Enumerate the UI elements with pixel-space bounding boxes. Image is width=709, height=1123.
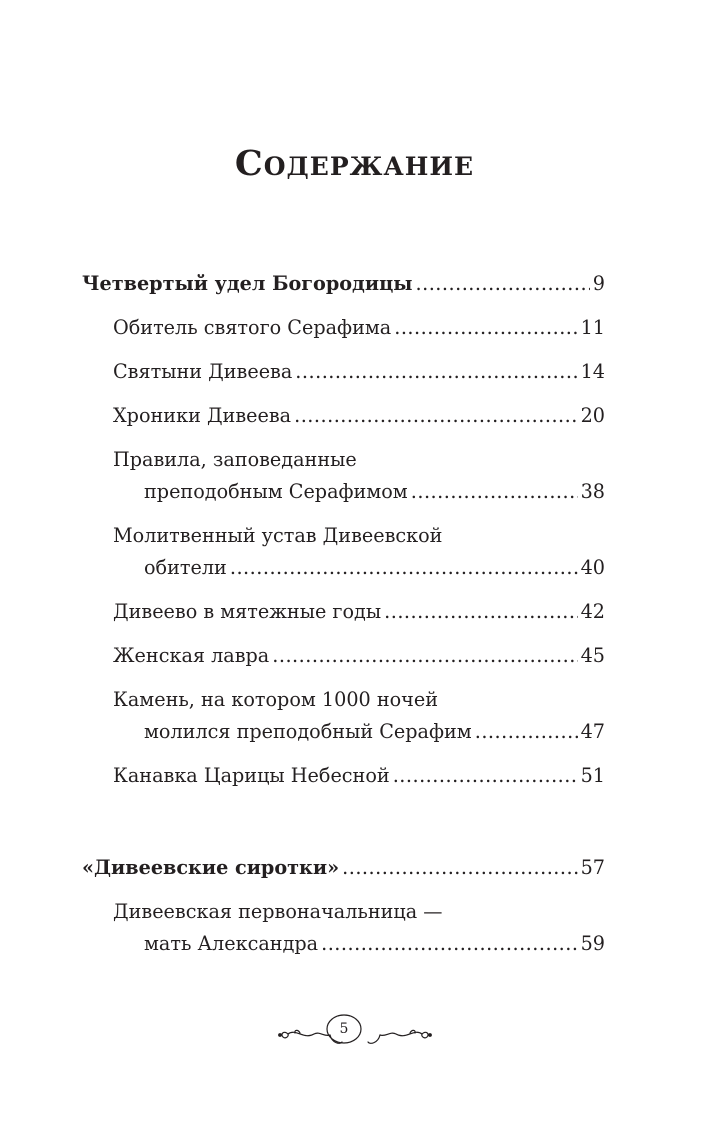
toc-entry — [82, 596, 605, 628]
toc-entry — [82, 760, 605, 792]
toc-entry-continuation — [82, 476, 605, 508]
toc-entry-page: 42 — [580, 600, 605, 623]
dot-leader — [411, 476, 578, 508]
toc-part-entry — [82, 268, 605, 300]
dot-leader — [272, 640, 577, 672]
toc-entry-page: 47 — [580, 720, 605, 743]
toc-entry-title: «Дивеевские сиротки» — [82, 856, 340, 879]
toc-entry-multiline — [82, 444, 605, 508]
toc-entry-title: Хроники Дивеева — [113, 404, 292, 427]
dot-leader — [394, 312, 577, 344]
toc-entry-title: Святыни Дивеева — [113, 360, 293, 383]
dot-leader — [342, 852, 577, 884]
dot-leader — [475, 716, 578, 748]
toc-entry-title: Дивеево в мятежные годы — [113, 600, 382, 623]
toc-entry-multiline — [82, 520, 605, 584]
toc-entry — [82, 400, 605, 432]
toc-entry-title: Четвертый удел Богородицы — [82, 272, 413, 295]
toc-entry-page: 45 — [580, 644, 605, 667]
toc-entry-title-line1: Дивеевская первоначальница — — [113, 900, 443, 923]
toc-entry-page: 20 — [580, 404, 605, 427]
toc-entry-title-line1: Молитвенный устав Дивеевской — [113, 524, 443, 547]
page-title: Содержание — [234, 143, 475, 184]
toc-entry — [82, 356, 605, 388]
toc-entry-title-line2: преподобным Серафимом — [144, 480, 408, 503]
dot-leader — [384, 596, 577, 628]
toc-entry-page: 40 — [580, 556, 605, 579]
toc-entry-continuation — [82, 716, 605, 748]
toc-entry — [82, 640, 605, 672]
toc-entry-continuation — [82, 552, 605, 584]
toc-entry-continuation — [82, 928, 605, 960]
toc-entry-title-line2: молился преподобный Серафим — [144, 720, 472, 743]
toc-entry — [82, 312, 605, 344]
toc-entry-title: Канавка Царицы Небесной — [113, 764, 390, 787]
toc-entry-page: 11 — [580, 316, 605, 339]
toc-part-entry — [82, 852, 605, 884]
toc-entry-title: Обитель святого Серафима — [113, 316, 392, 339]
dot-leader — [295, 356, 577, 388]
dot-leader — [321, 928, 577, 960]
toc-entry-page: 51 — [580, 764, 605, 787]
toc-entry-title-line1: Камень, на котором 1000 ночей — [113, 688, 438, 711]
toc-entry-multiline — [82, 896, 605, 960]
toc-entry-multiline — [82, 684, 605, 748]
toc-entry-title-line1: Правила, заповеданные — [113, 448, 357, 471]
toc-entry-title-line2: мать Александра — [144, 932, 319, 955]
toc-entry-page: 59 — [580, 932, 605, 955]
toc-entry-page: 9 — [592, 272, 605, 295]
dot-leader — [416, 268, 590, 300]
toc-entry-page: 14 — [580, 360, 605, 383]
toc-entry-page: 57 — [580, 856, 605, 879]
table-of-contents — [82, 268, 605, 960]
page-number: 5 — [339, 1021, 349, 1037]
dot-leader — [230, 552, 578, 584]
toc-entry-page: 38 — [580, 480, 605, 503]
dot-leader — [294, 400, 577, 432]
toc-entry-title-line2: обители — [144, 556, 227, 579]
toc-entry-title: Женская лавра — [113, 644, 270, 667]
dot-leader — [393, 760, 578, 792]
